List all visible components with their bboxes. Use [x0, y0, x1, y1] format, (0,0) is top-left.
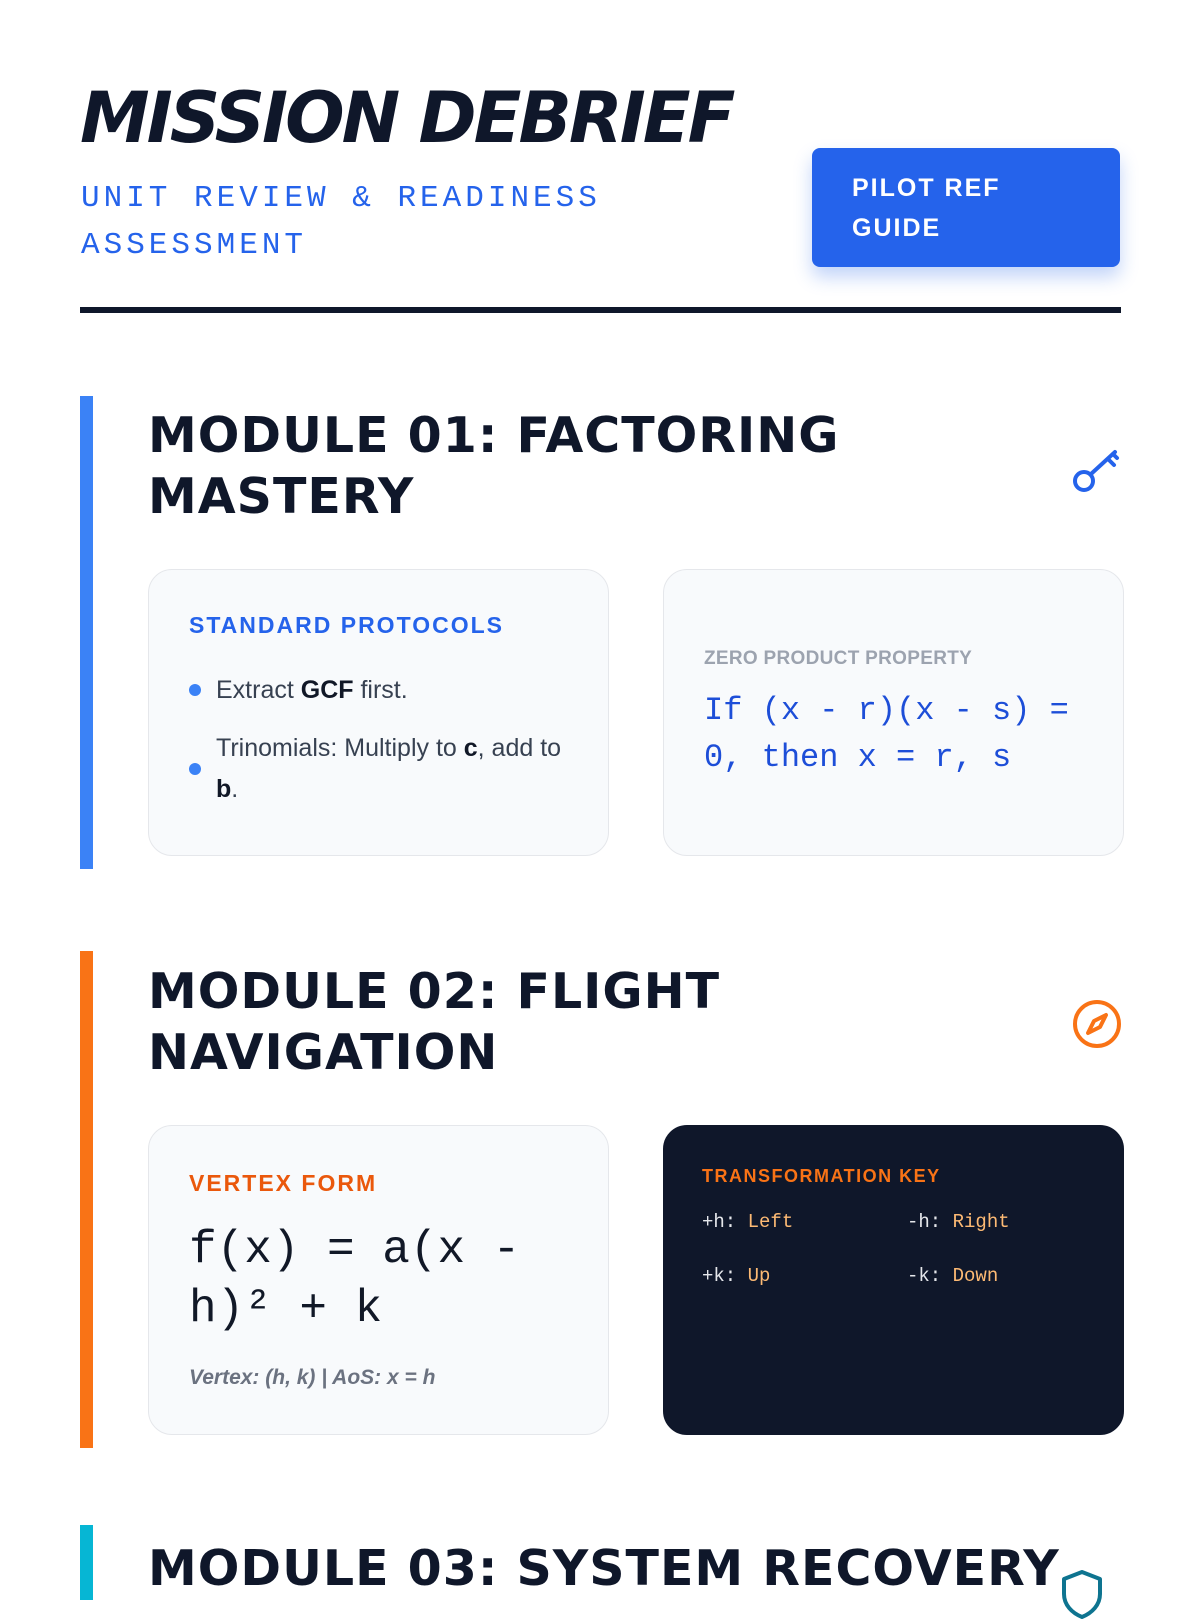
vertex-form-formula: f(x) = a(x - h)² + k: [189, 1224, 521, 1335]
bullet-icon: [189, 684, 201, 696]
vertex-form-card: [148, 1125, 609, 1435]
transformation-key: -k:: [907, 1265, 942, 1287]
page-subtitle: UNIT REVIEW & READINESS ASSESSMENT: [81, 181, 601, 263]
transformation-entry: [702, 1211, 793, 1233]
protocol-text: , add to: [477, 734, 562, 762]
protocol-emphasis: GCF: [300, 676, 354, 704]
protocol-emphasis: b: [216, 775, 232, 803]
vertex-form-label: VERTEX FORM: [189, 1170, 378, 1196]
transformation-entry: [907, 1265, 998, 1287]
module-03-accent-bar: [80, 1525, 93, 1600]
key-icon: [1071, 444, 1123, 496]
transformation-value: Left: [747, 1211, 794, 1233]
standard-protocols-card: [148, 569, 609, 856]
header-divider: [80, 307, 1121, 313]
zero-product-property-card: [663, 569, 1124, 856]
bullet-icon: [189, 763, 201, 775]
protocol-text: Trinomials: Multiply to: [216, 734, 464, 762]
protocol-text: .: [231, 775, 239, 803]
module-02-accent-bar: [80, 951, 93, 1448]
protocol-emphasis: c: [463, 734, 478, 762]
module-03-title: MODULE 03: SYSTEM RECOVERY: [148, 1540, 1060, 1597]
transformation-key: +k:: [702, 1265, 737, 1287]
transformation-entry: [907, 1211, 1010, 1233]
transformation-value: Right: [952, 1211, 1010, 1233]
pilot-ref-guide-button[interactable]: PILOT REF GUIDE: [812, 148, 1120, 267]
protocol-list: [189, 670, 569, 827]
transformation-entry: [702, 1265, 770, 1287]
zero-product-formula: If (x - r)(x - s) = 0, then x = r, s: [704, 692, 1069, 776]
module-01-title: MODULE 01: FACTORING MASTERY: [148, 407, 840, 525]
compass-icon: [1071, 998, 1123, 1050]
protocol-text: first.: [353, 676, 408, 704]
module-02-title: MODULE 02: FLIGHT NAVIGATION: [148, 963, 721, 1081]
list-item: [189, 670, 569, 711]
page-title: MISSION DEBRIEF: [80, 77, 733, 159]
shield-icon: [1056, 1568, 1108, 1620]
vertex-note: Vertex: (h, k) | AoS: x = h: [189, 1366, 436, 1389]
transformation-value: Down: [952, 1265, 999, 1287]
transformation-value: Up: [747, 1265, 771, 1287]
module-01-accent-bar: [80, 396, 93, 869]
standard-protocols-label: STANDARD PROTOCOLS: [189, 612, 504, 638]
transformation-key-card: [663, 1125, 1124, 1435]
transformation-key: +h:: [702, 1211, 737, 1233]
transformation-key-label: TRANSFORMATION KEY: [702, 1166, 941, 1186]
list-item: [189, 728, 569, 810]
transformation-key: -h:: [907, 1211, 942, 1233]
protocol-text: Extract: [216, 676, 301, 704]
zero-product-label: ZERO PRODUCT PROPERTY: [704, 648, 973, 669]
